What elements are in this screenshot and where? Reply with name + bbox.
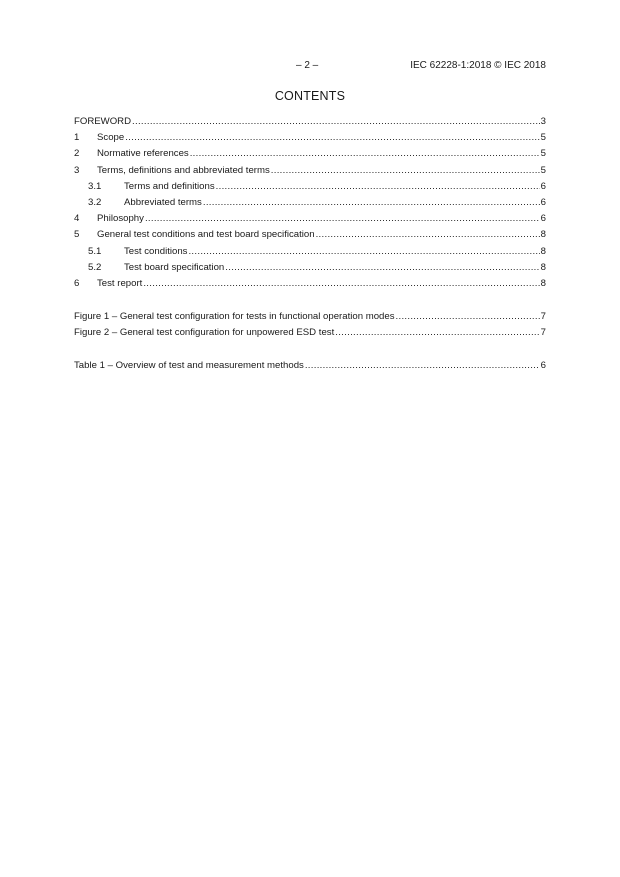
table-of-contents [74,114,546,375]
contents-title: CONTENTS [274,89,346,103]
toc-entry-title: General test conditions and test board specification [97,229,315,241]
page-header [0,60,620,74]
toc-entry-title: Test report [97,277,143,289]
toc-entry-test-report[interactable] [74,276,546,292]
dot-leader [225,260,539,276]
page-number: – 2 – [296,60,319,71]
toc-entry-number: 6 [74,277,80,289]
toc-entry-figure-2[interactable] [74,325,546,341]
toc-entry-title: Test board specification [124,261,225,273]
toc-entry-general-test-conditions[interactable] [74,227,546,243]
toc-entry-title: Abbreviated terms [124,196,202,208]
toc-entry-normative-references[interactable] [74,146,546,162]
toc-entry-title: Normative references [97,148,189,160]
toc-entry-title: Terms, definitions and abbreviated terms [97,164,270,176]
dot-leader [125,130,539,146]
toc-entry-page: 6 [540,213,546,225]
toc-entry-title: Terms and definitions [124,180,215,192]
toc-entry-title: Philosophy [97,213,144,225]
toc-entry-page: 8 [540,277,546,289]
dot-leader [216,179,540,195]
dot-leader [145,211,540,227]
toc-entry-number: 5.1 [88,245,102,257]
toc-entry-number: 5.2 [88,261,102,273]
dot-leader [271,163,540,179]
dot-leader [203,195,540,211]
toc-entry-page: 6 [540,180,546,192]
dot-leader [143,276,539,292]
dot-leader [396,309,540,325]
toc-entry-page: 7 [540,311,546,323]
toc-entry-abbreviated-terms[interactable] [74,195,546,211]
toc-entry-page: 5 [540,148,546,160]
toc-entry-number: 1 [74,132,80,144]
toc-entry-page: 5 [540,164,546,176]
dot-leader [188,244,539,260]
toc-entry-page: 6 [540,360,546,372]
toc-entry-test-board-specification[interactable] [74,260,546,276]
toc-entry-number: 3.2 [88,196,102,208]
toc-entry-number: 3.1 [88,180,102,192]
toc-entry-foreword[interactable] [74,114,546,130]
dot-leader [316,227,540,243]
toc-entry-title: Table 1 – Overview of test and measurement methods [74,360,304,372]
toc-entry-page: 8 [540,261,546,273]
toc-entry-number: 2 [74,148,80,160]
toc-entry-page: 5 [540,132,546,144]
toc-entry-page: 8 [540,229,546,241]
toc-entry-number: 5 [74,229,80,241]
toc-entry-title: Figure 2 – General test configuration for unpowered ESD test [74,327,335,339]
toc-entry-scope[interactable] [74,130,546,146]
toc-entry-title: Scope [97,132,125,144]
document-reference: IEC 62228-1:2018 © IEC 2018 [410,60,546,71]
toc-entry-page: 7 [540,327,546,339]
toc-entry-page: 3 [540,116,546,127]
toc-entry-title: Figure 1 – General test configuration for tests in functional operation modes [74,311,395,323]
dot-leader [335,325,539,341]
toc-entry-terms-and-definitions[interactable] [74,179,546,195]
toc-entry-title: FOREWORD [74,116,132,127]
dot-leader [305,358,540,374]
toc-entry-figure-1[interactable] [74,309,546,325]
toc-entry-terms-definitions[interactable] [74,163,546,179]
toc-entry-test-conditions[interactable] [74,244,546,260]
toc-entry-title: Test conditions [124,245,188,257]
dot-leader [190,146,540,162]
toc-entry-page: 6 [540,196,546,208]
dot-leader [132,114,540,130]
toc-entry-page: 8 [540,245,546,257]
toc-entry-number: 4 [74,213,80,225]
toc-entry-number: 3 [74,164,80,176]
toc-entry-philosophy[interactable] [74,211,546,227]
toc-entry-table-1[interactable] [74,358,546,374]
